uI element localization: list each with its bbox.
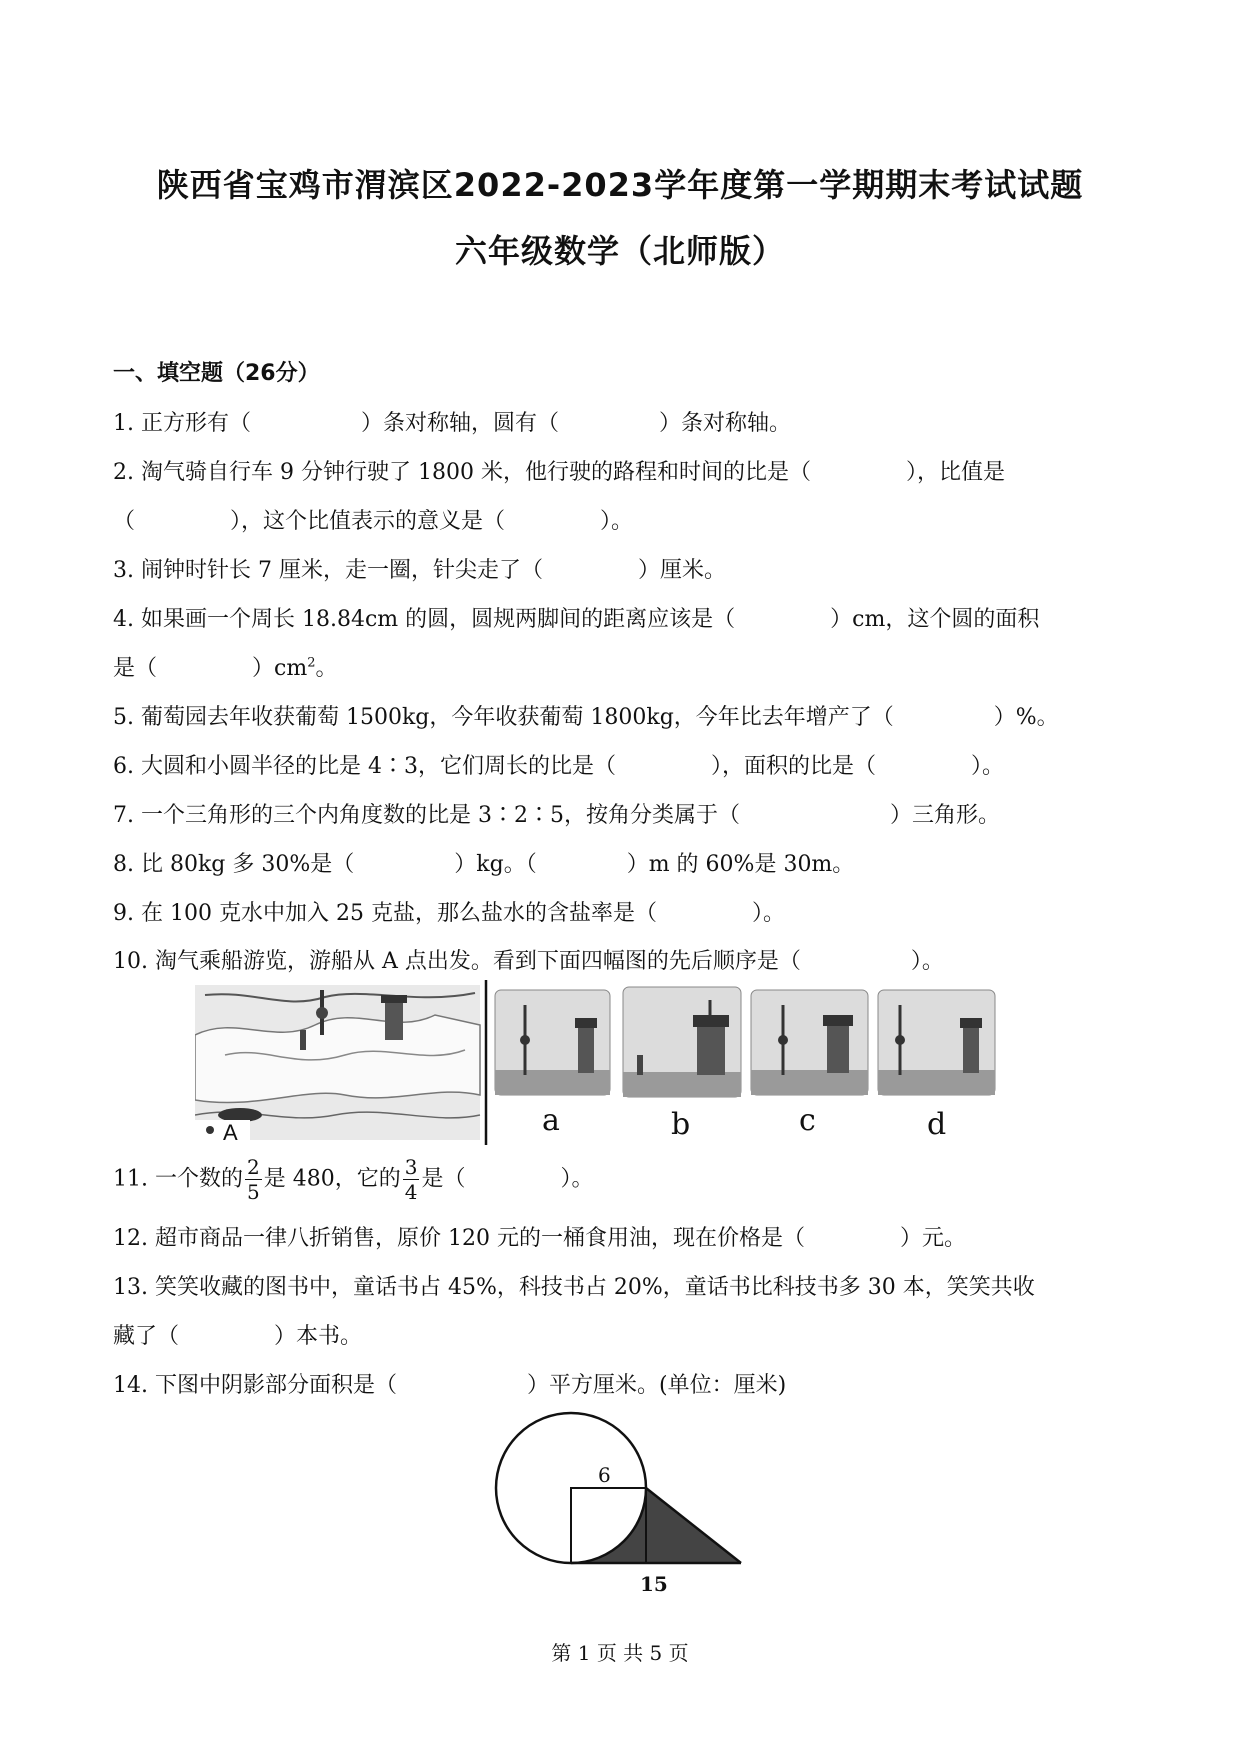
q1-text-c: ）条对称轴。 xyxy=(659,411,792,436)
label-base: 15 xyxy=(640,1572,668,1596)
question-6 xyxy=(113,749,1004,780)
q8-text-a: 8. 比 80kg 多 30%是（ xyxy=(113,852,355,877)
q6-text-a: 6. 大圆和小圆半径的比是 4∶3，它们周长的比是（ xyxy=(113,754,616,779)
q13-text-b: 藏了（ xyxy=(113,1324,180,1349)
fraction-3-4 xyxy=(403,1155,420,1204)
question-10 xyxy=(113,944,944,975)
q10-figure xyxy=(195,975,1045,1150)
q3-text-a: 3. 闹钟时针长 7 厘米，走一圈，针尖走了（ xyxy=(113,558,543,583)
q8-text-c: ）m 的 60%是 30m。 xyxy=(626,852,855,877)
fraction-numerator: 3 xyxy=(404,1155,418,1179)
panel-d-caption: d xyxy=(927,1107,947,1142)
panel-c-image xyxy=(751,990,868,1095)
question-3 xyxy=(113,553,726,584)
lake-map-illustration xyxy=(195,985,480,1145)
question-1 xyxy=(113,406,791,437)
q1-text-a: 1. 正方形有（ xyxy=(113,411,251,436)
q4-text-c: 是（ xyxy=(113,656,158,681)
q4-text-b: ）cm，这个圆的面积 xyxy=(830,607,1040,632)
q5-text-a: 5. 葡萄园去年收获葡萄 1500kg，今年收获葡萄 1800kg，今年比去年增产了（ xyxy=(113,705,894,730)
q6-text-c: ）。 xyxy=(971,754,1005,779)
page-footer: 第 1 页 共 5 页 xyxy=(551,1641,689,1665)
q9-text-b: ）。 xyxy=(751,901,785,926)
fraction-denominator: 4 xyxy=(404,1180,418,1204)
question-2-line-1 xyxy=(113,455,1005,486)
q3-text-b: ）厘米。 xyxy=(637,558,726,583)
q12-text-b: ）元。 xyxy=(899,1226,966,1251)
q13-text-c: ）本书。 xyxy=(274,1324,363,1349)
section-heading: 一、填空题（26分） xyxy=(113,361,320,386)
q8-text-b: ）kg。（ xyxy=(454,852,537,877)
q10-text-b: ）。 xyxy=(910,949,944,974)
panel-c-caption: c xyxy=(799,1103,816,1138)
fraction-2-5 xyxy=(245,1155,262,1204)
panel-b-caption: b xyxy=(671,1107,691,1142)
q2-text-e: ）。 xyxy=(600,509,634,534)
question-4-line-1 xyxy=(113,602,1039,633)
q11-text-d: ）。 xyxy=(560,1166,594,1192)
panel-b-image xyxy=(623,987,741,1097)
question-11 xyxy=(113,1155,593,1204)
fraction-denominator: 5 xyxy=(246,1180,260,1204)
question-14 xyxy=(113,1368,786,1399)
question-7 xyxy=(113,798,1000,829)
question-12 xyxy=(113,1221,966,1252)
question-13-line-2 xyxy=(113,1319,362,1350)
q5-text-b: ）%。 xyxy=(993,705,1059,730)
q11-text-c: 是（ xyxy=(421,1166,466,1192)
q4-text-a: 4. 如果画一个周长 18.84cm 的圆，圆规两脚间的距离应该是（ xyxy=(113,607,736,632)
fraction-numerator: 2 xyxy=(246,1155,260,1179)
q14-geometry-figure xyxy=(470,1405,760,1600)
exam-subtitle: 六年级数学（北师版） xyxy=(454,232,785,270)
question-5 xyxy=(113,700,1059,731)
question-13-line-1 xyxy=(113,1270,1035,1301)
panel-d-image xyxy=(878,990,995,1095)
q14-text-b: ）平方厘米。(单位：厘米) xyxy=(526,1373,787,1398)
exam-title: 陕西省宝鸡市渭滨区2022-2023学年度第一学期期末考试试题 xyxy=(156,166,1084,204)
q1-text-b: ）条对称轴，圆有（ xyxy=(360,411,559,436)
q7-text-a: 7. 一个三角形的三个内角度数的比是 3∶2∶5，按角分类属于（ xyxy=(113,803,740,828)
q10-text-a: 10. 淘气乘船游览，游船从 A 点出发。看到下面四幅图的先后顺序是（ xyxy=(113,949,801,974)
q4-superscript: 2 xyxy=(307,655,316,671)
q2-text-c: （ xyxy=(113,509,136,534)
point-a-label: A xyxy=(223,1120,238,1145)
shaded-region xyxy=(571,1488,741,1563)
q11-text-b: 是 480，它的 xyxy=(263,1166,401,1192)
q7-text-b: ）三角形。 xyxy=(889,803,1000,828)
label-radius: 6 xyxy=(598,1463,611,1487)
q4-text-d: ）cm xyxy=(252,656,308,681)
q2-text-d: ），这个比值表示的意义是（ xyxy=(230,509,506,534)
q14-text-a: 14. 下图中阴影部分面积是（ xyxy=(113,1373,397,1398)
q2-text-b: ），比值是 xyxy=(905,460,1005,485)
q13-text-a: 13. 笑笑收藏的图书中，童话书占 45%，科技书占 20%，童话书比科技书多 30 本，笑笑共收 xyxy=(113,1275,1035,1300)
panel-a-caption: a xyxy=(542,1103,560,1138)
q6-text-b: ），面积的比是（ xyxy=(710,754,876,779)
question-9 xyxy=(113,896,785,927)
question-4-line-2 xyxy=(113,651,338,682)
q9-text-a: 9. 在 100 克水中加入 25 克盐，那么盐水的含盐率是（ xyxy=(113,901,657,926)
q2-text-a: 2. 淘气骑自行车 9 分钟行驶了 1800 米，他行驶的路程和时间的比是（ xyxy=(113,460,811,485)
panel-a-image xyxy=(495,990,610,1095)
q4-text-e: 。 xyxy=(315,656,338,681)
q12-text-a: 12. 超市商品一律八折销售，原价 120 元的一桶食用油，现在价格是（ xyxy=(113,1226,805,1251)
question-8 xyxy=(113,847,854,878)
question-2-line-2 xyxy=(113,504,633,535)
q10-illustration xyxy=(195,975,1045,1150)
q11-text-a: 11. 一个数的 xyxy=(113,1166,243,1192)
